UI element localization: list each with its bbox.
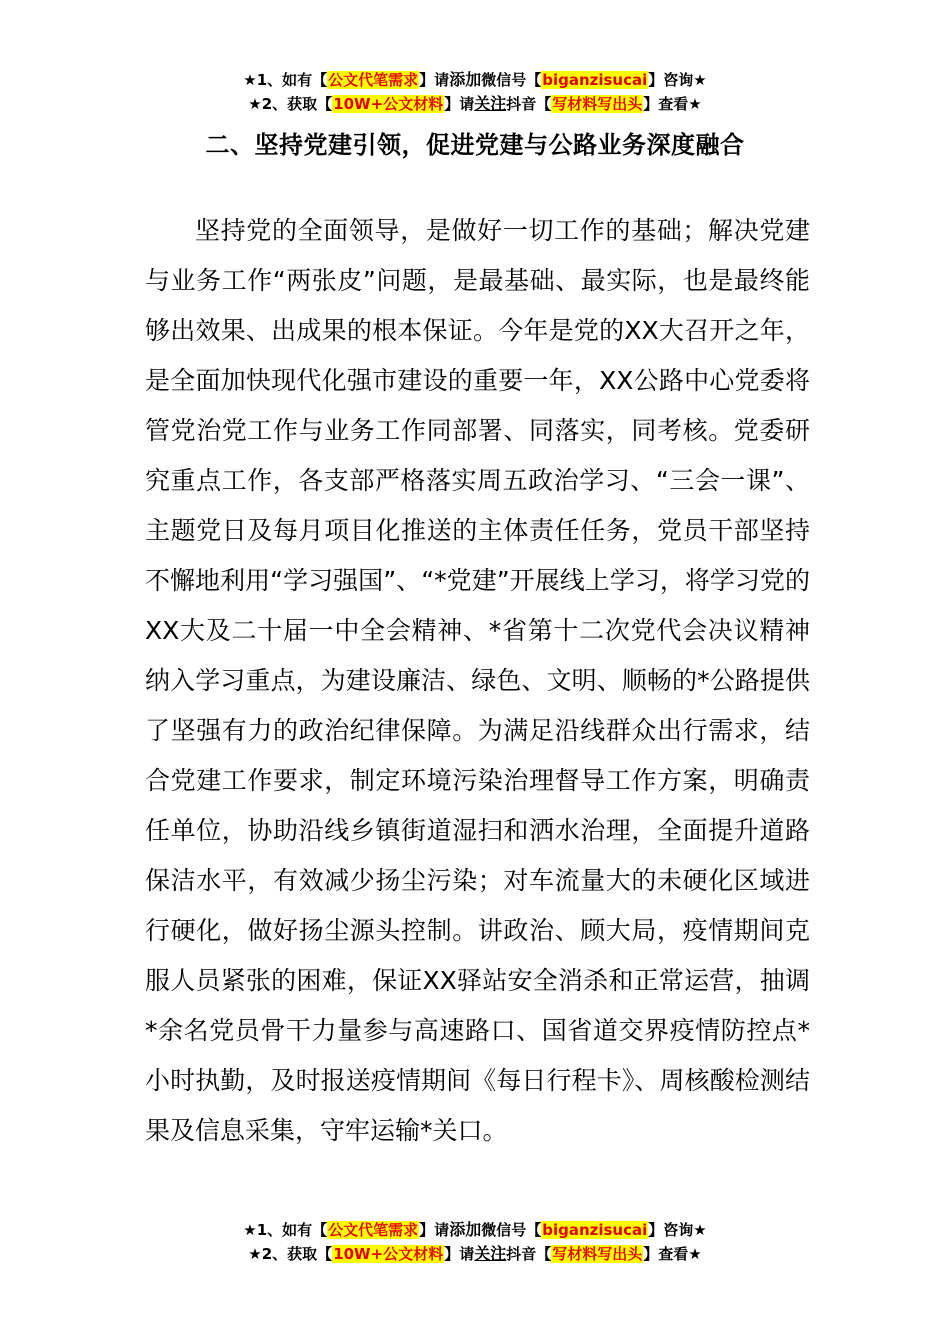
banner-text: 】请 bbox=[419, 1221, 450, 1239]
banner-text: 】咨询★ bbox=[648, 71, 707, 89]
banner-text: 】咨询★ bbox=[648, 1221, 707, 1239]
highlight-ghostwriting: 公文代笔需求 bbox=[328, 1221, 419, 1239]
section-title: 二、坚持党建引领，促进党建与公路业务深度融合 bbox=[205, 131, 745, 159]
banner-emphasis: 关注 bbox=[474, 1244, 507, 1263]
banner-line-2 bbox=[0, 1242, 950, 1266]
highlight-douyin-account: 写材料写出头 bbox=[552, 1245, 643, 1263]
banner-line-1 bbox=[0, 68, 950, 92]
top-banner bbox=[0, 68, 950, 116]
banner-text: 抖音【 bbox=[506, 1245, 552, 1263]
banner-text: 抖音【 bbox=[506, 95, 552, 113]
banner-text: 微信号【 bbox=[481, 1221, 542, 1239]
highlight-wechat-id: biganzisucai bbox=[542, 71, 648, 89]
banner-text: 】请 bbox=[444, 1245, 475, 1263]
banner-text: 】请 bbox=[419, 71, 450, 89]
banner-emphasis: 添加 bbox=[449, 70, 482, 89]
body-paragraph: 坚持党的全面领导，是做好一切工作的基础；解决党建与业务工作“两张皮”问题，是最基础、最实际，也是最终能够出效果、出成果的根本保证。今年是党的XX大召开之年，是全面加快现代化强市建设的重要一年，XX公路中心党委将管党治党工作与业务工作同部署、同落实，同考核。党委研究重点工作，各支部严格落实周五政治学习、“三会一课”、主题党日及每月项目化推送的主体责任任务，党员干部坚持不懈地利用“学习强国”、“*党建”开展线上学习，将学习党的XX大及二十届一中全会精神、*省第十二次党代会决议精神纳入学习重点，为建设廉洁、绿色、文明、顺畅的*公路提供了坚强有力的政治纪律保障。为满足沿线群众出行需求，结合党建工作要求，制定环境污染治理督导工作方案，明确责任单位，协助沿线乡镇街道湿扫和洒水治理，全面提升道路保洁水平，有效减少扬尘污染；对车流量大的未硬化区域进行硬化，做好扬尘源头控制。讲政治、顾大局，疫情期间克服人员紧张的困难，保证XX驿站安全消杀和正常运营，抽调*余名党员骨干力量参与高速路口、国省道交界疫情防控点*小时执勤，及时报送疫情期间《每日行程卡》、周核酸检测结果及信息采集，守牢运输*关口。 bbox=[145, 216, 810, 1145]
highlight-wechat-id: biganzisucai bbox=[542, 1221, 648, 1239]
banner-text: 】请 bbox=[444, 95, 475, 113]
highlight-materials: 10W+公文材料 bbox=[333, 95, 444, 113]
banner-text: 】查看★ bbox=[643, 1245, 702, 1263]
highlight-materials: 10W+公文材料 bbox=[333, 1245, 444, 1263]
highlight-ghostwriting: 公文代笔需求 bbox=[328, 71, 419, 89]
banner-text: ★2、获取【 bbox=[248, 95, 333, 113]
document-body bbox=[145, 206, 810, 1156]
banner-text: ★1、如有【 bbox=[243, 71, 328, 89]
banner-text: 】查看★ bbox=[643, 95, 702, 113]
banner-text: ★1、如有【 bbox=[243, 1221, 328, 1239]
bottom-banner bbox=[0, 1218, 950, 1266]
banner-text: ★2、获取【 bbox=[248, 1245, 333, 1263]
banner-line-2 bbox=[0, 92, 950, 116]
banner-text: 微信号【 bbox=[481, 71, 542, 89]
banner-line-1 bbox=[0, 1218, 950, 1242]
banner-emphasis: 添加 bbox=[449, 1220, 482, 1239]
highlight-douyin-account: 写材料写出头 bbox=[552, 95, 643, 113]
banner-emphasis: 关注 bbox=[474, 94, 507, 113]
